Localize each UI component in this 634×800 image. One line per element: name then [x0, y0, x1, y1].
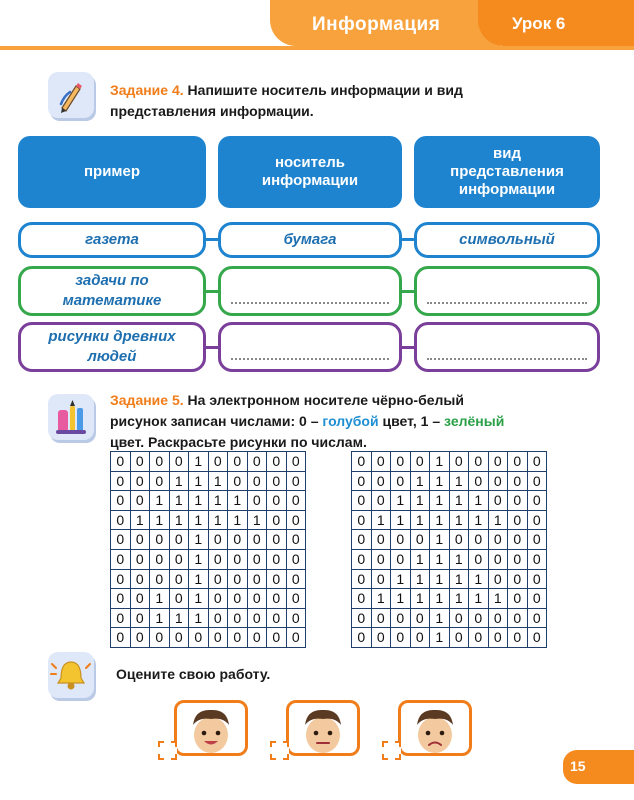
page-header: [0, 0, 634, 50]
grid-cell[interactable]: 0: [391, 452, 411, 472]
header-carrier: [218, 136, 402, 208]
grid-cell[interactable]: 0: [111, 628, 131, 648]
grid-cell[interactable]: 0: [209, 628, 229, 648]
grid-cell[interactable]: 0: [372, 491, 392, 511]
grid-cell[interactable]: 0: [248, 491, 268, 511]
grid-cell[interactable]: 0: [489, 609, 509, 629]
grid-cell[interactable]: 0: [528, 511, 548, 531]
header-representation-line1: вид: [493, 145, 521, 162]
task-5-text-line2b: цвет, 1 –: [382, 413, 441, 429]
grid-cell[interactable]: 0: [228, 628, 248, 648]
grid-cell[interactable]: 1: [391, 589, 411, 609]
grid-cell[interactable]: 0: [170, 589, 190, 609]
grid-cell[interactable]: 0: [508, 511, 528, 531]
grid-cell[interactable]: 0: [287, 570, 307, 590]
grid-cell[interactable]: 0: [411, 530, 431, 550]
grid-cell[interactable]: 0: [209, 589, 229, 609]
row3-carrier-answer[interactable]: [218, 322, 402, 372]
grid-cell[interactable]: 0: [111, 472, 131, 492]
grid-cell[interactable]: 1: [189, 511, 209, 531]
grid-cell[interactable]: 1: [150, 491, 170, 511]
grid-cell[interactable]: 0: [352, 511, 372, 531]
grid-cell[interactable]: 0: [469, 609, 489, 629]
grid-cell[interactable]: 1: [430, 530, 450, 550]
grid-cell[interactable]: 0: [391, 550, 411, 570]
grid-cell[interactable]: 0: [352, 491, 372, 511]
grid-cell[interactable]: 0: [352, 628, 372, 648]
grid-cell[interactable]: 0: [170, 628, 190, 648]
grid-cell[interactable]: 0: [528, 530, 548, 550]
task-4-text-line1: Напишите носитель информации и вид: [187, 82, 463, 98]
grid-cell[interactable]: 1: [411, 570, 431, 590]
row3-example-line1: рисунки древних: [48, 328, 176, 345]
grid-cell[interactable]: 0: [248, 589, 268, 609]
grid-cell[interactable]: 0: [170, 530, 190, 550]
grid-cell[interactable]: 0: [131, 491, 151, 511]
grid-cell[interactable]: 0: [372, 530, 392, 550]
grid-cell[interactable]: 0: [228, 589, 248, 609]
grid-cell[interactable]: 0: [228, 570, 248, 590]
grid-cell[interactable]: 1: [170, 511, 190, 531]
grid-cell[interactable]: 0: [267, 609, 287, 629]
grid-cell[interactable]: 0: [131, 550, 151, 570]
grid-cell[interactable]: 1: [189, 472, 209, 492]
task-5-blue-word: голубой: [322, 413, 379, 429]
grid-cell[interactable]: 0: [287, 550, 307, 570]
grid-cell[interactable]: 1: [469, 570, 489, 590]
grid-cell[interactable]: 0: [450, 628, 470, 648]
grid-cell[interactable]: 0: [489, 628, 509, 648]
row2-example-line2: математике: [62, 292, 162, 309]
grid-cell[interactable]: 0: [150, 628, 170, 648]
grid-cell[interactable]: 0: [489, 472, 509, 492]
grid-cell[interactable]: 1: [248, 511, 268, 531]
grid-cell[interactable]: 0: [372, 570, 392, 590]
grid-cell[interactable]: 0: [528, 570, 548, 590]
grid-cell[interactable]: 0: [489, 550, 509, 570]
task-5-green-word: зелёный: [444, 413, 505, 429]
grid-cell[interactable]: 1: [228, 511, 248, 531]
task-5-text-line3: цвет. Раскрасьте рисунки по числам.: [110, 434, 367, 450]
grid-cell[interactable]: 0: [469, 530, 489, 550]
grid-cell[interactable]: 1: [469, 491, 489, 511]
grid-cell[interactable]: 0: [170, 550, 190, 570]
grid-cell[interactable]: 1: [209, 511, 229, 531]
grid-cell[interactable]: 0: [248, 550, 268, 570]
header-example-label: пример: [83, 163, 141, 180]
grid-cell[interactable]: 0: [352, 609, 372, 629]
grid-cell[interactable]: 0: [508, 609, 528, 629]
grid-cell[interactable]: 0: [372, 452, 392, 472]
grid-cell[interactable]: 0: [150, 472, 170, 492]
grid-cell[interactable]: 0: [111, 609, 131, 629]
grid-cell[interactable]: 1: [228, 491, 248, 511]
grid-cell[interactable]: 0: [131, 452, 151, 472]
grid-cell[interactable]: 0: [248, 472, 268, 492]
grid-cell[interactable]: 0: [287, 609, 307, 629]
grid-cell[interactable]: 0: [111, 530, 131, 550]
grid-cell[interactable]: 0: [209, 530, 229, 550]
grid-cell[interactable]: 0: [150, 550, 170, 570]
grid-cell[interactable]: 0: [267, 472, 287, 492]
grid-cell[interactable]: 0: [372, 472, 392, 492]
grid-cell[interactable]: 1: [469, 511, 489, 531]
grid-cell[interactable]: 0: [469, 550, 489, 570]
grid-cell[interactable]: 0: [131, 530, 151, 550]
grid-cell[interactable]: 0: [209, 570, 229, 590]
grid-cell[interactable]: 1: [189, 491, 209, 511]
grid-cell[interactable]: 0: [131, 609, 151, 629]
grid-cell[interactable]: 0: [508, 570, 528, 590]
grid-cell[interactable]: 1: [430, 589, 450, 609]
coloring-grid-left: [110, 451, 306, 648]
task-4-text-line2: представления информации.: [110, 103, 314, 119]
coloring-grid-right: [351, 451, 547, 648]
row1-example-text: газета: [85, 231, 139, 248]
grid-cell[interactable]: 0: [248, 609, 268, 629]
grid-cell[interactable]: 1: [189, 550, 209, 570]
grid-cell[interactable]: 1: [411, 472, 431, 492]
grid-cell[interactable]: 1: [391, 511, 411, 531]
grid-cell[interactable]: 0: [411, 628, 431, 648]
grid-cell[interactable]: 0: [372, 550, 392, 570]
task-5-text-line2a: рисунок записан числами: 0 –: [110, 413, 319, 429]
grid-cell[interactable]: 1: [170, 491, 190, 511]
header-representation-line2: представления: [450, 163, 564, 180]
grid-cell[interactable]: 0: [267, 491, 287, 511]
grid-cell[interactable]: 0: [267, 452, 287, 472]
row3-example: [18, 322, 206, 372]
grid-cell[interactable]: 0: [508, 589, 528, 609]
grid-cell[interactable]: 0: [150, 452, 170, 472]
grid-cell[interactable]: 0: [131, 589, 151, 609]
answer-line: [427, 358, 587, 360]
task-5-label: Задание 5.: [110, 392, 184, 408]
grid-cell[interactable]: 0: [189, 628, 209, 648]
grid-cell[interactable]: 1: [450, 550, 470, 570]
header-representation-line3: информации: [458, 181, 556, 198]
grid-cell[interactable]: 0: [508, 628, 528, 648]
grid-cell[interactable]: 0: [228, 452, 248, 472]
grid-cell[interactable]: 0: [352, 550, 372, 570]
grid-cell[interactable]: 1: [450, 589, 470, 609]
answer-line: [231, 358, 389, 360]
grid-cell[interactable]: 1: [450, 511, 470, 531]
grid-cell[interactable]: 0: [287, 628, 307, 648]
grid-cell[interactable]: 0: [528, 472, 548, 492]
grid-cell[interactable]: 1: [489, 511, 509, 531]
happy-rating-checkbox[interactable]: [158, 741, 177, 760]
grid-cell[interactable]: 1: [430, 472, 450, 492]
grid-cell[interactable]: 0: [287, 530, 307, 550]
grid-cell[interactable]: 0: [372, 609, 392, 629]
grid-cell[interactable]: 0: [508, 491, 528, 511]
grid-cell[interactable]: 1: [391, 491, 411, 511]
grid-cell[interactable]: 0: [528, 589, 548, 609]
grid-cell[interactable]: 0: [489, 452, 509, 472]
header-underline: [0, 46, 634, 50]
grid-cell[interactable]: 0: [508, 452, 528, 472]
sad-face-icon: [398, 700, 472, 756]
row1-representation: [414, 222, 600, 258]
grid-cell[interactable]: 1: [372, 589, 392, 609]
grid-cell[interactable]: 0: [150, 570, 170, 590]
grid-cell[interactable]: 1: [372, 511, 392, 531]
row2-connector-1: [205, 290, 219, 293]
grid-cell[interactable]: 0: [111, 550, 131, 570]
grid-cell[interactable]: 1: [189, 570, 209, 590]
grid-cell[interactable]: 1: [170, 472, 190, 492]
grid-cell[interactable]: 0: [391, 628, 411, 648]
task-4-label: Задание 4.: [110, 82, 184, 98]
row1-carrier-text: бумага: [283, 231, 337, 248]
neutral-face-icon: [286, 700, 360, 756]
task-5-text-line1: На электронном носителе чёрно-белый: [187, 392, 464, 408]
grid-cell[interactable]: 1: [150, 511, 170, 531]
grid-cell[interactable]: 0: [267, 570, 287, 590]
grid-cell[interactable]: 1: [391, 570, 411, 590]
grid-cell[interactable]: 1: [411, 511, 431, 531]
grid-cell[interactable]: 0: [170, 452, 190, 472]
row2-carrier-answer[interactable]: [218, 266, 402, 316]
grid-cell[interactable]: 0: [391, 609, 411, 629]
grid-cell[interactable]: 1: [430, 452, 450, 472]
grid-cell[interactable]: 0: [267, 530, 287, 550]
grid-cell[interactable]: 1: [430, 511, 450, 531]
grid-cell[interactable]: 0: [450, 609, 470, 629]
grid-cell[interactable]: 0: [287, 589, 307, 609]
grid-cell[interactable]: 0: [287, 491, 307, 511]
grid-cell[interactable]: 0: [228, 550, 248, 570]
grid-cell[interactable]: 0: [267, 550, 287, 570]
grid-cell[interactable]: 0: [131, 472, 151, 492]
header-representation: [414, 136, 600, 208]
row3-representation-answer[interactable]: [414, 322, 600, 372]
grid-cell[interactable]: 0: [287, 472, 307, 492]
pencil-icon: [48, 72, 94, 118]
row3-connector-1: [205, 346, 219, 349]
grid-cell[interactable]: 1: [189, 530, 209, 550]
grid-cell[interactable]: 0: [111, 511, 131, 531]
grid-cell[interactable]: 0: [411, 452, 431, 472]
grid-cell[interactable]: 1: [170, 609, 190, 629]
row3-example-line2: людей: [87, 348, 137, 365]
row1-example: [18, 222, 206, 258]
grid-cell[interactable]: 0: [248, 628, 268, 648]
grid-cell[interactable]: 1: [131, 511, 151, 531]
page-number: 15: [570, 758, 586, 774]
grid-cell[interactable]: 0: [352, 589, 372, 609]
grid-cell[interactable]: 0: [170, 570, 190, 590]
grid-cell[interactable]: 0: [267, 589, 287, 609]
grid-cell[interactable]: 0: [111, 491, 131, 511]
grid-cell[interactable]: 0: [528, 609, 548, 629]
grid-cell[interactable]: 0: [228, 609, 248, 629]
grid-cell[interactable]: 1: [209, 491, 229, 511]
grid-cell[interactable]: 0: [287, 511, 307, 531]
header-carrier-line1: носитель: [274, 154, 346, 171]
row1-carrier: [218, 222, 402, 258]
grid-cell[interactable]: 0: [131, 628, 151, 648]
row1-connector-2: [401, 238, 415, 241]
grid-cell[interactable]: 0: [528, 491, 548, 511]
grid-cell[interactable]: 0: [267, 511, 287, 531]
grid-cell[interactable]: 0: [391, 472, 411, 492]
art-supplies-icon: [48, 394, 94, 440]
grid-cell[interactable]: 0: [489, 530, 509, 550]
grid-cell[interactable]: 0: [352, 472, 372, 492]
row2-example-line1: задачи по: [75, 272, 149, 289]
grid-cell[interactable]: 1: [469, 589, 489, 609]
grid-cell[interactable]: 1: [450, 491, 470, 511]
row2-example: [18, 266, 206, 316]
row3-connector-2: [401, 346, 415, 349]
grid-cell[interactable]: 1: [150, 609, 170, 629]
grid-cell[interactable]: 0: [528, 550, 548, 570]
grid-cell[interactable]: 0: [228, 472, 248, 492]
grid-cell[interactable]: 1: [411, 589, 431, 609]
grid-cell[interactable]: 0: [209, 609, 229, 629]
grid-cell[interactable]: 0: [248, 530, 268, 550]
grid-cell[interactable]: 1: [430, 628, 450, 648]
grid-cell[interactable]: 0: [111, 452, 131, 472]
grid-cell[interactable]: 0: [508, 472, 528, 492]
grid-cell[interactable]: 0: [209, 550, 229, 570]
grid-cell[interactable]: 1: [411, 550, 431, 570]
grid-cell[interactable]: 0: [209, 452, 229, 472]
grid-cell[interactable]: 0: [391, 530, 411, 550]
grid-cell[interactable]: 1: [430, 609, 450, 629]
grid-cell[interactable]: 1: [430, 491, 450, 511]
grid-cell[interactable]: 1: [450, 472, 470, 492]
sad-rating-checkbox[interactable]: [382, 741, 401, 760]
grid-cell[interactable]: 0: [508, 530, 528, 550]
grid-cell[interactable]: 1: [189, 609, 209, 629]
section-title: Информация: [312, 14, 441, 35]
lesson-label: Урок 6: [512, 14, 566, 33]
self-assessment-prompt: Оцените свою работу.: [116, 666, 271, 682]
row2-connector-2: [401, 290, 415, 293]
grid-cell[interactable]: 1: [150, 589, 170, 609]
grid-cell[interactable]: 0: [352, 530, 372, 550]
grid-cell[interactable]: 0: [469, 452, 489, 472]
grid-cell[interactable]: 0: [469, 628, 489, 648]
grid-cell[interactable]: 1: [209, 472, 229, 492]
grid-cell[interactable]: 0: [287, 452, 307, 472]
grid-cell[interactable]: 0: [450, 452, 470, 472]
grid-cell[interactable]: 1: [189, 452, 209, 472]
row1-representation-text: символьный: [459, 231, 555, 248]
neutral-rating-checkbox[interactable]: [270, 741, 289, 760]
row1-connector-1: [205, 238, 219, 241]
happy-face-icon: [174, 700, 248, 756]
answer-line: [427, 302, 587, 304]
task-4-instructions: [110, 80, 590, 122]
grid-cell[interactable]: 0: [372, 628, 392, 648]
grid-cell[interactable]: 1: [489, 589, 509, 609]
grid-cell[interactable]: 1: [430, 570, 450, 590]
grid-cell[interactable]: 1: [450, 570, 470, 590]
task-5-instructions: [110, 390, 600, 453]
header-example: [18, 136, 206, 208]
grid-cell[interactable]: 0: [450, 530, 470, 550]
grid-cell[interactable]: 0: [352, 452, 372, 472]
grid-cell[interactable]: 0: [131, 570, 151, 590]
grid-cell[interactable]: 0: [248, 570, 268, 590]
grid-cell[interactable]: 0: [469, 472, 489, 492]
grid-cell[interactable]: 0: [489, 491, 509, 511]
grid-cell[interactable]: 1: [189, 589, 209, 609]
grid-cell[interactable]: 0: [528, 452, 548, 472]
grid-cell[interactable]: 0: [508, 550, 528, 570]
grid-cell[interactable]: 0: [228, 530, 248, 550]
answer-line: [231, 302, 389, 304]
header-carrier-line2: информации: [261, 172, 359, 189]
grid-cell[interactable]: 0: [489, 570, 509, 590]
grid-cell[interactable]: 1: [411, 491, 431, 511]
bell-icon: [48, 652, 94, 698]
grid-cell[interactable]: 0: [248, 452, 268, 472]
grid-cell[interactable]: 0: [352, 570, 372, 590]
grid-cell[interactable]: 0: [111, 589, 131, 609]
row2-representation-answer[interactable]: [414, 266, 600, 316]
grid-cell[interactable]: 0: [411, 609, 431, 629]
grid-cell[interactable]: 0: [528, 628, 548, 648]
grid-cell[interactable]: 1: [430, 550, 450, 570]
grid-cell[interactable]: 0: [150, 530, 170, 550]
grid-cell[interactable]: 0: [267, 628, 287, 648]
grid-cell[interactable]: 0: [111, 570, 131, 590]
